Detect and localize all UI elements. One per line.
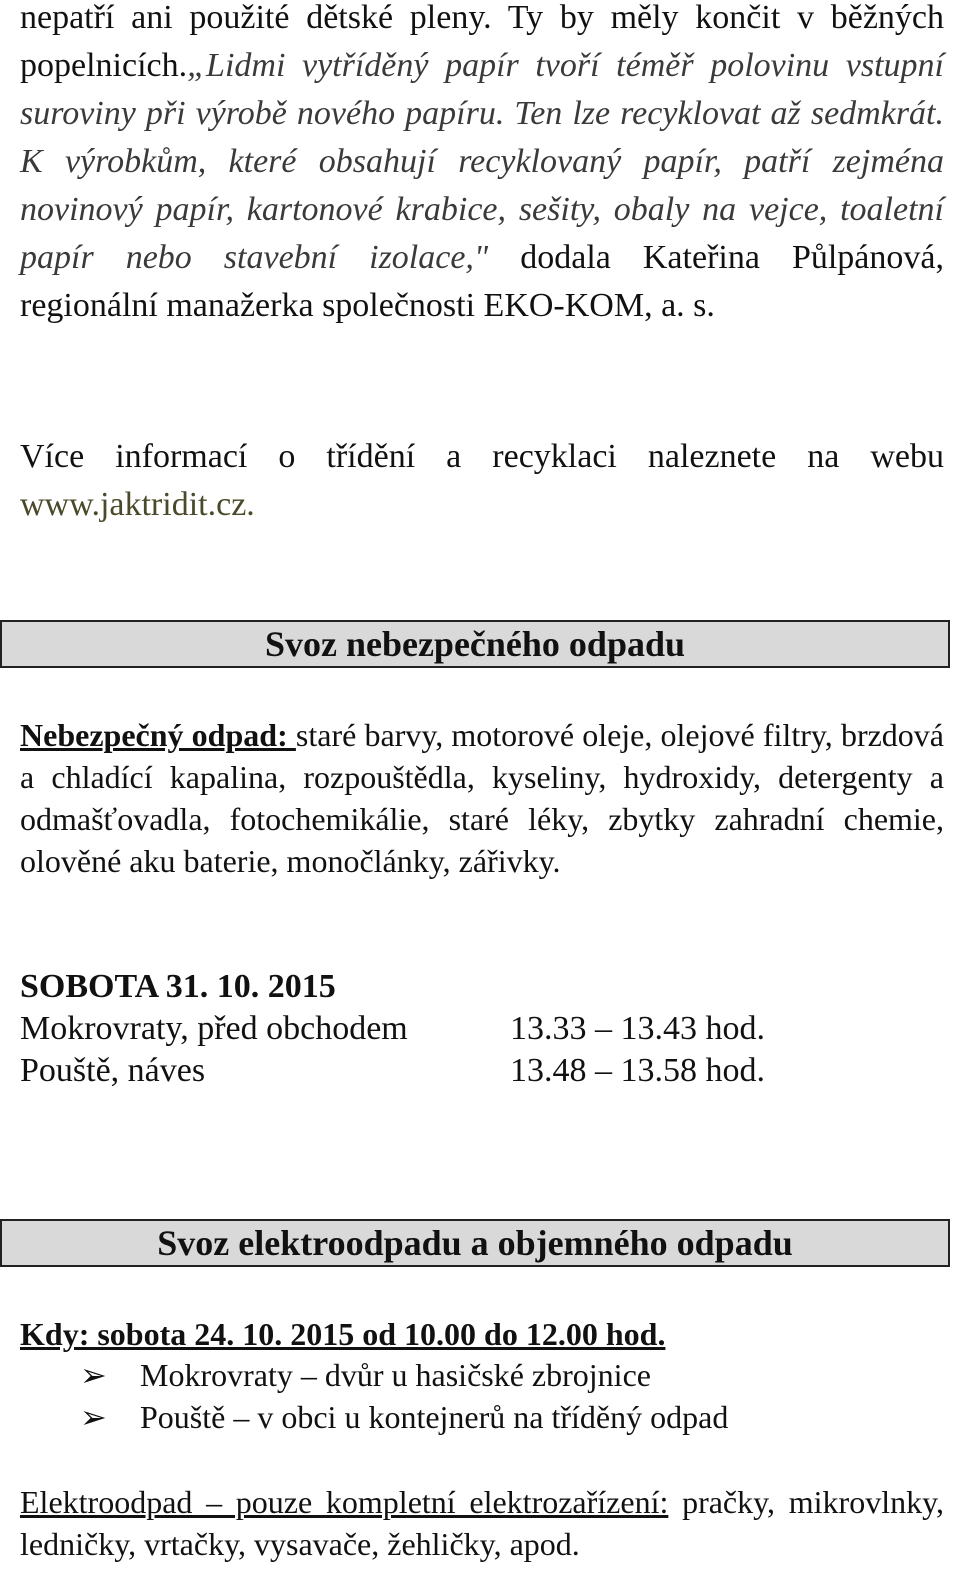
electro-location-text: Pouště – v obci u kontejnerů na tříděný odpad: [140, 1399, 729, 1435]
stop-place: Pouště, náves: [20, 1052, 206, 1089]
website-link[interactable]: www.jaktridit.cz.: [20, 486, 255, 523]
electro-note: [20, 1481, 944, 1565]
intro-text: nepatří ani použité dětské pleny. Ty by měly končit v běžných popelnicích.: [20, 0, 944, 84]
hazardous-label: Nebezpečný odpad:: [20, 717, 296, 753]
arrow-bullet-icon: ➢: [80, 1399, 107, 1435]
hazardous-date: SOBOTA 31. 10. 2015: [20, 968, 336, 1005]
electro-location-text: Mokrovraty – dvůr u hasičské zbrojnice: [140, 1357, 651, 1393]
hazardous-heading: Svoz nebezpečného odpadu: [0, 620, 950, 668]
intro-quote: „Lidmi vytříděný papír tvoří téměř polovinu vstupní suroviny při výrobě nového papíru. Ten lze recyklovat až sedmkrát. K výrobkům, které obsahují recyklovaný papír, patří zejména novinový papír, kartonové krabice, sešity, obaly na vejce, toaletní papír nebo stavební izolace,": [20, 47, 944, 276]
intro-attribution: dodala Kateřina Půlpánová, regionální manažerka společnosti EKO-KOM, a. s.: [20, 239, 944, 324]
hazardous-text: staré barvy, motorové oleje, olejové filtry, brzdová a chladící kapalina, rozpouštědla, kyseliny, hydroxidy, detergenty a odmašťovadla, fotochemikálie, staré léky, zbytky zahradní chemie, olověné aku baterie, monočlánky, zářivky.: [20, 717, 945, 879]
stop-time: 13.48 – 13.58 hod.: [510, 1052, 765, 1089]
electro-location-item: [20, 1354, 944, 1396]
hazardous-paragraph: [20, 714, 944, 882]
arrow-bullet-icon: ➢: [80, 1357, 107, 1393]
stop-row: [20, 1008, 944, 1050]
electro-heading: Svoz elektroodpadu a objemného odpadu: [0, 1219, 950, 1267]
electro-note-label: Elektroodpad – pouze kompletní elektrozařízení:: [20, 1484, 669, 1520]
more-info-paragraph: [20, 433, 944, 529]
more-info-text: Více informací o třídění a recyklaci naleznete na webu: [20, 438, 944, 475]
electro-when: Kdy: sobota 24. 10. 2015 od 10.00 do 12.00 hod.: [20, 1316, 666, 1352]
stop-time: 13.33 – 13.43 hod.: [510, 1010, 765, 1047]
electro-location-item: [20, 1396, 944, 1438]
stop-row: [20, 1050, 944, 1092]
electro-note-text: pračky, mikrovlnky, ledničky, vrtačky, vysavače, žehličky, apod.: [20, 1484, 944, 1562]
intro-paragraph: [20, 0, 944, 330]
stop-place: Mokrovraty, před obchodem: [20, 1010, 408, 1047]
